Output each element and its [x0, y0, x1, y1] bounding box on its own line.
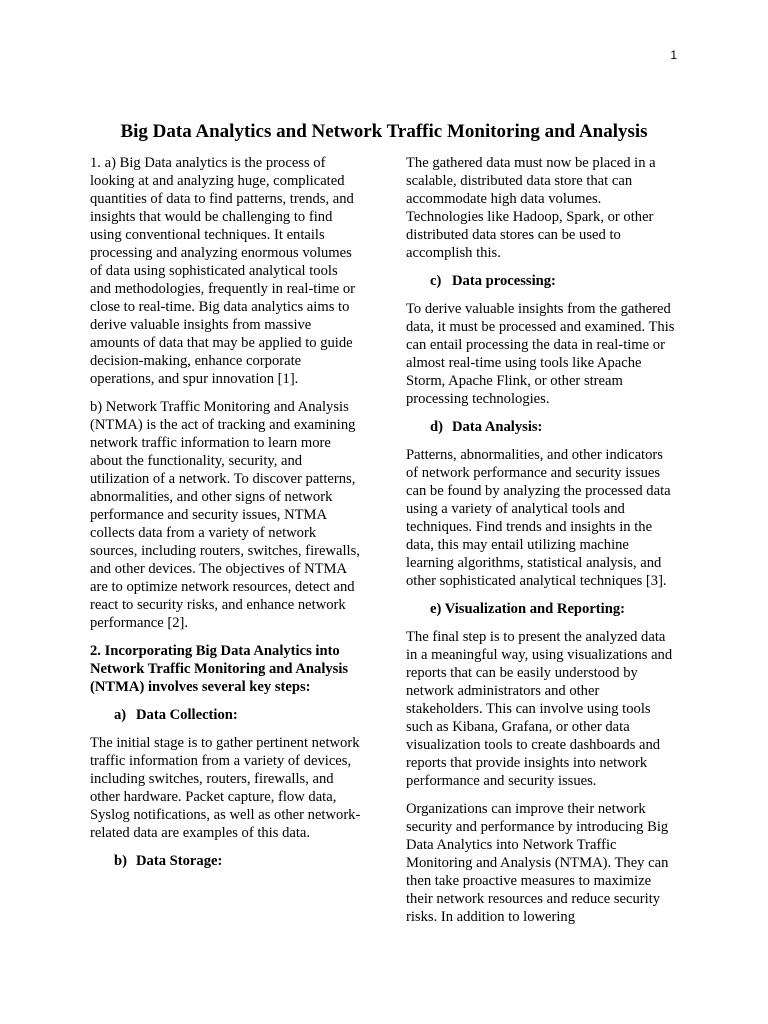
left-column: [90, 154, 362, 880]
heading-text: Data Collection:: [136, 707, 238, 723]
heading-data-analysis: [406, 418, 678, 436]
right-column: [406, 154, 678, 936]
heading-marker: d): [430, 419, 443, 435]
page-number: 1: [670, 48, 677, 62]
paragraph-data-processing: To derive valuable insights from the gathered data, it must be processed and examined. This can entail processing the data in real-time or almost real-time using tools like Apache Storm, Apache Flink, or other stream processing technologies.: [406, 301, 675, 407]
paragraph-visualization-reporting: The final step is to present the analyzed data in a meaningful way, using visualizations and reports that can be easily understood by network administrators and other stakeholders. This can involve using tools such as Kibana, Grafana, or other data visualization tools to create dashboards and reports that provide insights into network performance and security issues.: [406, 629, 673, 789]
heading-data-collection: [90, 706, 362, 724]
heading-marker: b): [114, 853, 127, 869]
heading-text: Data Storage:: [136, 853, 223, 869]
paragraph-data-analysis: Patterns, abnormalities, and other indicators of network performance and security issues can be found by analyzing the processed data using a variety of analytical tools and techniques. Find trends and insights in the data, this may entail utilizing machine learning algorithms, statistical analysis, and other sophisticated analytical techniques [3].: [406, 447, 671, 589]
heading-marker: c): [430, 273, 442, 289]
heading-text: Data processing:: [452, 273, 556, 289]
heading-data-processing: [406, 272, 678, 290]
heading-marker: a): [114, 707, 127, 723]
paragraph-data-storage: The gathered data must now be placed in a scalable, distributed data store that can accommodate high data volumes. Technologies like Hadoop, Spark, or other distributed data stores can be used to accomplish this.: [406, 155, 656, 261]
paragraph-big-data-definition: 1. a) Big Data analytics is the process of looking at and analyzing huge, complicated quantities of data to find patterns, trends, and insights that would be challenging to find using conventional techniques. It entails processing and analyzing enormous volumes of data using sophisticated analytical tools and methodologies, frequently in real-time or close to real-time. Big data analytics aims to derive valuable insights from massive amounts of data that may be applied to guide decision-making, enhance corporate operations, and spur innovation [1].: [90, 155, 356, 387]
paragraph-conclusion: Organizations can improve their network security and performance by introducing Big Data Analytics into Network Traffic Monitoring and Analysis (NTMA). They can then take proactive measures to maximize their network resources and reduce security risks. In addition to lowering: [406, 801, 669, 925]
paragraph-data-collection: The initial stage is to gather pertinent network traffic information from a variety of devices, including switches, routers, firewalls, and other hardware. Packet capture, flow data, Syslog notifications, as well as other network-related data are examples of this data.: [90, 735, 361, 841]
heading-text: Data Analysis:: [452, 419, 543, 435]
paragraph-ntma-definition: b) Network Traffic Monitoring and Analysis (NTMA) is the act of tracking and examining network traffic information to learn more about the functionality, security, and utilization of a network. To discover patterns, abnormalities, and other signs of network performance and security issues, NTMA collects data from a variety of network sources, including routers, switches, firewalls, and other devices. The objectives of NTMA are to optimize network resources, detect and react to security risks, and enhance network performance [2].: [90, 399, 360, 631]
paragraph-steps-intro: 2. Incorporating Big Data Analytics into Network Traffic Monitoring and Analysis (NTMA) involves several key steps:: [90, 643, 349, 695]
heading-visualization-reporting: e) Visualization and Reporting:: [430, 601, 625, 617]
document-title: Big Data Analytics and Network Traffic Monitoring and Analysis: [120, 121, 648, 142]
heading-data-storage: [90, 852, 362, 870]
